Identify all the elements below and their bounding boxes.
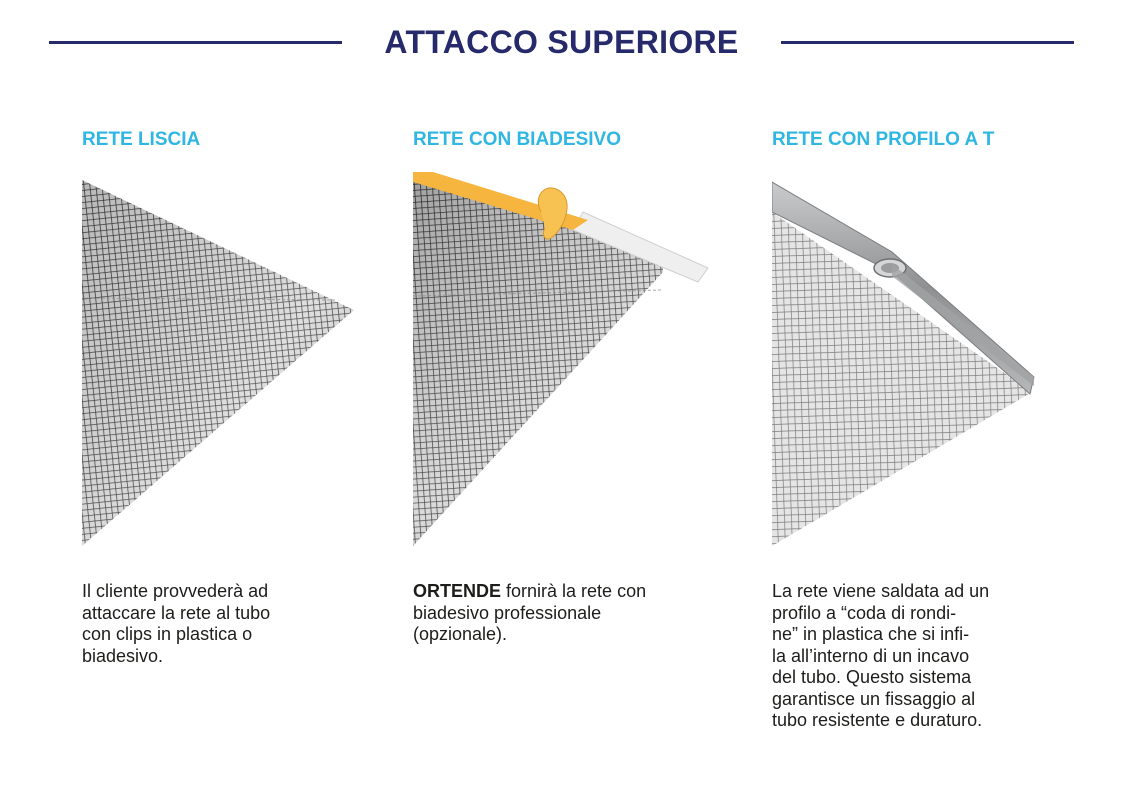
description-line: garantisce un fissaggio al — [772, 688, 976, 709]
description-line: con clips in plastica o — [82, 624, 253, 644]
description-line: profilo a “coda di rondi- — [772, 602, 957, 623]
description-line: biadesivo. — [82, 645, 164, 666]
description-text: fornirà la rete con — [501, 581, 647, 601]
description-line: Il cliente provvederà ad — [82, 581, 269, 601]
description-line: La rete viene saldata ad un — [772, 581, 990, 601]
description-rete-con-profilo-a-t — [772, 581, 989, 732]
description-line: ne” in plastica che si infi- — [772, 624, 970, 644]
description-line: biadesivo professionale — [413, 602, 602, 623]
heading-rete-con-biadesivo: RETE CON BIADESIVO — [413, 129, 621, 150]
description-line: (opzionale). — [413, 624, 508, 644]
brand-name: ORTENDE — [413, 581, 502, 601]
t-profile-mesh-photo — [772, 172, 1072, 550]
page-title: ATTACCO SUPERIORE — [384, 24, 739, 60]
description-line: la all’interno di un incavo — [772, 645, 970, 666]
description-rete-con-biadesivo — [413, 581, 646, 646]
description-line — [413, 581, 646, 603]
adhesive-mesh-photo — [413, 172, 713, 550]
plain-mesh-photo — [82, 172, 382, 550]
description-line: tubo resistente e duraturo. — [772, 710, 983, 730]
description-rete-liscia — [82, 581, 270, 667]
description-line: attaccare la rete al tubo — [82, 602, 271, 623]
heading-rete-liscia: RETE LISCIA — [82, 129, 201, 150]
header-rule-left — [49, 41, 342, 44]
description-line: del tubo. Questo sistema — [772, 667, 972, 687]
header-rule-right — [781, 41, 1074, 44]
heading-rete-con-profilo-a-t: RETE CON PROFILO A T — [772, 129, 995, 150]
